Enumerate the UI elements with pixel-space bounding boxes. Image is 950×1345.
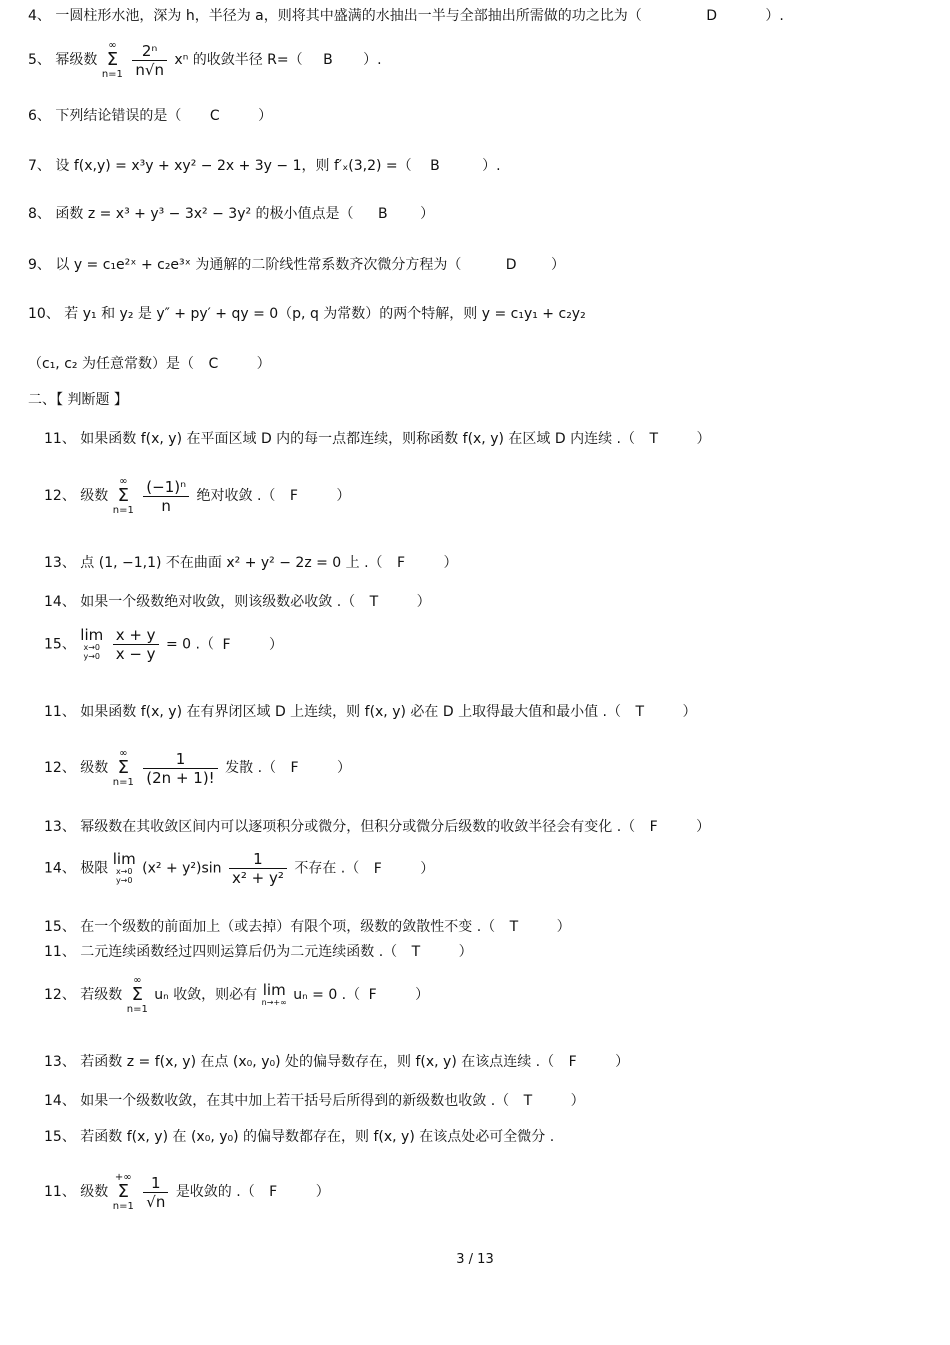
answer: T — [649, 431, 659, 447]
answer: C — [209, 108, 220, 124]
paren-close: ） — [268, 636, 283, 653]
answer: D — [706, 8, 717, 24]
judge-item — [44, 748, 351, 788]
question-number: 5、 — [28, 52, 51, 68]
lim-label: lim — [262, 981, 286, 999]
answer: T — [411, 944, 421, 960]
lim-sub-x: x→0 — [83, 643, 101, 652]
answer: F — [373, 860, 382, 877]
numerator: (−1)ⁿ — [143, 478, 189, 497]
answer: F — [290, 760, 299, 776]
paren-close: ） — [458, 944, 473, 960]
judge-item — [44, 703, 696, 721]
question-number: 6、 — [28, 108, 51, 124]
judge-item — [44, 818, 710, 836]
sum-upper: +∞ — [114, 1172, 132, 1183]
sum-upper: ∞ — [108, 40, 117, 51]
summation — [102, 40, 123, 80]
judge-item — [44, 626, 283, 663]
paren-close: ） — [696, 431, 711, 447]
question-text: 幂级数 — [55, 52, 98, 68]
paren-close: ） — [615, 1054, 630, 1070]
item-number: 14、 — [44, 1093, 76, 1109]
answer: B — [323, 52, 333, 68]
paren-close: ） — [256, 356, 271, 372]
lim-label: lim — [80, 626, 104, 644]
item-text: 幂级数在其收敛区间内可以逐项积分或微分，但积分或微分后级数的收敛半径会有变化 .（ — [80, 819, 636, 835]
paren-close: ） — [551, 257, 566, 273]
denominator: (2n + 1)! — [146, 768, 215, 787]
item-number: 13、 — [44, 1054, 76, 1070]
sigma-symbol: Σ — [131, 984, 143, 1005]
item-number: 15、 — [44, 919, 76, 935]
fraction — [143, 1174, 168, 1211]
item-expression: (x² + y²)sin — [142, 860, 222, 877]
question-10 — [28, 305, 586, 323]
question-text: 下列结论错误的是（ — [55, 108, 182, 124]
sum-lower: n=1 — [101, 69, 123, 80]
lim-sub-n: n→+∞ — [261, 998, 287, 1007]
judge-item — [44, 554, 458, 572]
item-number: 15、 — [44, 636, 76, 653]
item-text-2: 发散 .（ — [225, 760, 277, 776]
question-text: 函数 z = x³ + y³ − 3x² − 3y² 的极小值点是（ — [55, 206, 354, 222]
paren-close: ） — [315, 1184, 330, 1200]
item-text: 如果一个级数收敛，在其中加上若干括号后所得到的新级数也收敛 .（ — [80, 1093, 510, 1109]
item-expression: uₙ = 0 .（ — [293, 987, 361, 1003]
item-number: 13、 — [44, 555, 76, 571]
numerator: x + y — [113, 626, 159, 645]
question-number: 8、 — [28, 206, 51, 222]
item-text: = 0 .（ — [166, 636, 214, 653]
denominator: √n — [146, 1192, 166, 1211]
question-6 — [28, 107, 272, 125]
sum-lower: n=1 — [112, 777, 134, 788]
paren-close: ） — [416, 594, 431, 610]
denominator: x² + y² — [232, 869, 284, 887]
item-text: 二元连续函数经过四则运算后仍为二元连续函数 .（ — [80, 944, 398, 960]
summation — [127, 975, 148, 1015]
denominator: x − y — [115, 645, 156, 663]
paren-close: ） — [696, 819, 711, 835]
series-term: uₙ — [154, 987, 169, 1003]
answer: F — [269, 1184, 278, 1200]
item-text: 点 (1, −1,1) 不在曲面 x² + y² − 2z = 0 上 .（ — [80, 555, 383, 571]
judge-item — [44, 1092, 585, 1110]
judge-item — [44, 1128, 554, 1146]
paren-close: ） — [556, 919, 571, 935]
numerator: 1 — [229, 850, 287, 869]
sigma-symbol: Σ — [117, 485, 129, 506]
lim-label: lim — [112, 850, 136, 868]
judge-item — [44, 918, 571, 936]
item-number: 11、 — [44, 431, 76, 447]
lim-sub-y: y→0 — [83, 652, 101, 661]
item-text: 若级数 — [80, 987, 123, 1003]
numerator: 1 — [143, 1174, 168, 1193]
answer: F — [649, 819, 658, 835]
sum-upper: ∞ — [119, 748, 128, 759]
sum-lower: n=1 — [112, 1201, 134, 1212]
item-number: 12、 — [44, 760, 76, 776]
section-heading: 二、【 判断题 】 — [28, 392, 128, 408]
item-text-2: 收敛，则必有 — [173, 987, 258, 1003]
item-number: 11、 — [44, 944, 76, 960]
item-text: 级数 — [80, 760, 109, 776]
limit — [80, 628, 103, 661]
sum-upper: ∞ — [119, 476, 128, 487]
denominator: n — [161, 496, 171, 515]
item-number: 11、 — [44, 704, 76, 720]
sigma-symbol: Σ — [117, 757, 129, 778]
fraction — [132, 42, 167, 79]
item-text: 如果一个级数绝对收敛，则该级数必收敛 .（ — [80, 594, 356, 610]
item-number: 12、 — [44, 987, 76, 1003]
judge-item — [44, 476, 350, 516]
judge-item — [44, 975, 429, 1015]
denominator: n√n — [135, 60, 164, 79]
item-text: 若函数 f(x, y) 在 (x₀, y₀) 的偏导数都存在，则 f(x, y) 在该点处必可全微分 . — [80, 1129, 555, 1145]
sum-lower: n=1 — [126, 1004, 148, 1015]
judge-item — [44, 430, 710, 448]
limit — [262, 983, 287, 1007]
question-8 — [28, 205, 434, 223]
item-text-2: 绝对收敛 .（ — [196, 488, 276, 504]
question-text: 以 y = c₁e²ˣ + c₂e³ˣ 为通解的二阶线性常系数齐次微分方程为（ — [55, 257, 462, 273]
fraction — [229, 850, 287, 887]
sum-lower: n=1 — [112, 505, 134, 516]
paren-close: ） — [336, 488, 351, 504]
fraction — [113, 626, 159, 663]
question-9 — [28, 256, 565, 274]
fraction — [143, 750, 217, 787]
question-4 — [28, 7, 784, 25]
question-text: 若 y₁ 和 y₂ 是 y″ + py′ + qy = 0（p, q 为常数）的两个特解，则 y = c₁y₁ + c₂y₂ — [64, 306, 586, 322]
item-number: 15、 — [44, 1129, 76, 1145]
question-text: 设 f(x,y) = x³y + xy² − 2x + 3y − 1，则 f′ₓ(3,2) =（ — [55, 158, 412, 174]
answer: B — [430, 158, 440, 174]
judge-item — [44, 943, 473, 961]
answer: T — [635, 704, 645, 720]
judge-item — [44, 593, 431, 611]
question-5 — [28, 40, 382, 80]
lim-sub-x: x→0 — [115, 867, 133, 876]
question-7 — [28, 157, 501, 175]
answer: T — [369, 594, 379, 610]
answer: D — [505, 257, 517, 273]
question-number: 7、 — [28, 158, 51, 174]
summation — [113, 1172, 134, 1212]
answer: T — [509, 919, 519, 935]
item-text: 如果函数 f(x, y) 在有界闭区域 D 上连续，则 f(x, y) 必在 D 上取得最大值和最小值 .（ — [80, 704, 621, 720]
paren-close: ）. — [482, 158, 501, 174]
paren-close: ） — [337, 760, 352, 776]
paren-close: ） — [415, 987, 430, 1003]
paren-close: ）. — [363, 52, 382, 68]
question-text: （c₁, c₂ 为任意常数）是（ — [28, 356, 194, 372]
answer: T — [523, 1093, 533, 1109]
question-text: 一圆柱形水池，深为 h，半径为 a，则将其中盛满的水抽出一半与全部抽出所需做的功之比为（ — [55, 8, 642, 24]
answer: F — [368, 987, 377, 1003]
question-text-2: xⁿ 的收敛半径 R=（ — [174, 52, 303, 68]
paren-close: ）. — [765, 8, 784, 24]
item-text: 如果函数 f(x, y) 在平面区域 D 内的每一点都连续，则称函数 f(x, y) 在区域 D 内连续 .（ — [80, 431, 635, 447]
item-number: 13、 — [44, 819, 76, 835]
item-text: 级数 — [80, 1184, 109, 1200]
answer: F — [568, 1054, 577, 1070]
summation — [113, 476, 134, 516]
paren-close: ） — [682, 704, 697, 720]
numerator: 2ⁿ — [132, 42, 167, 61]
paren-close: ） — [570, 1093, 585, 1109]
item-text: 在一个级数的前面加上（或去掉）有限个项，级数的敛散性不变 .（ — [80, 919, 496, 935]
question-10-continued — [28, 355, 271, 373]
answer: B — [378, 206, 388, 222]
question-number: 4、 — [28, 8, 51, 24]
judge-item — [44, 850, 434, 887]
sum-upper: ∞ — [133, 975, 142, 986]
item-text-2: 是收敛的 .（ — [175, 1184, 255, 1200]
page-number: 3 / 13 — [456, 1252, 494, 1267]
sigma-symbol: Σ — [117, 1181, 129, 1202]
question-number: 9、 — [28, 257, 51, 273]
answer: F — [397, 555, 406, 571]
paren-close: ） — [443, 555, 458, 571]
item-text: 级数 — [80, 488, 109, 504]
limit — [113, 852, 136, 885]
lim-sub-y: y→0 — [115, 876, 133, 885]
judge-item — [44, 1053, 629, 1071]
item-text: 若函数 z = f(x, y) 在点 (x₀, y₀) 处的偏导数存在，则 f(x, y) 在该点连续 .（ — [80, 1054, 555, 1070]
summation — [113, 748, 134, 788]
sigma-symbol: Σ — [106, 49, 119, 70]
item-number: 14、 — [44, 860, 76, 877]
paren-close: ） — [420, 860, 435, 877]
paren-close: ） — [258, 108, 273, 124]
judge-item — [44, 1172, 330, 1212]
question-number: 10、 — [28, 306, 60, 322]
answer: C — [208, 356, 219, 372]
item-text-2: 不存在 .（ — [294, 860, 360, 877]
numerator: 1 — [143, 750, 217, 769]
item-number: 11、 — [44, 1184, 76, 1200]
paren-close: ） — [420, 206, 435, 222]
item-number: 14、 — [44, 594, 76, 610]
item-text: 极限 — [80, 860, 109, 877]
answer: F — [289, 488, 298, 504]
fraction — [143, 478, 189, 515]
item-number: 12、 — [44, 488, 76, 504]
answer: F — [222, 636, 231, 653]
